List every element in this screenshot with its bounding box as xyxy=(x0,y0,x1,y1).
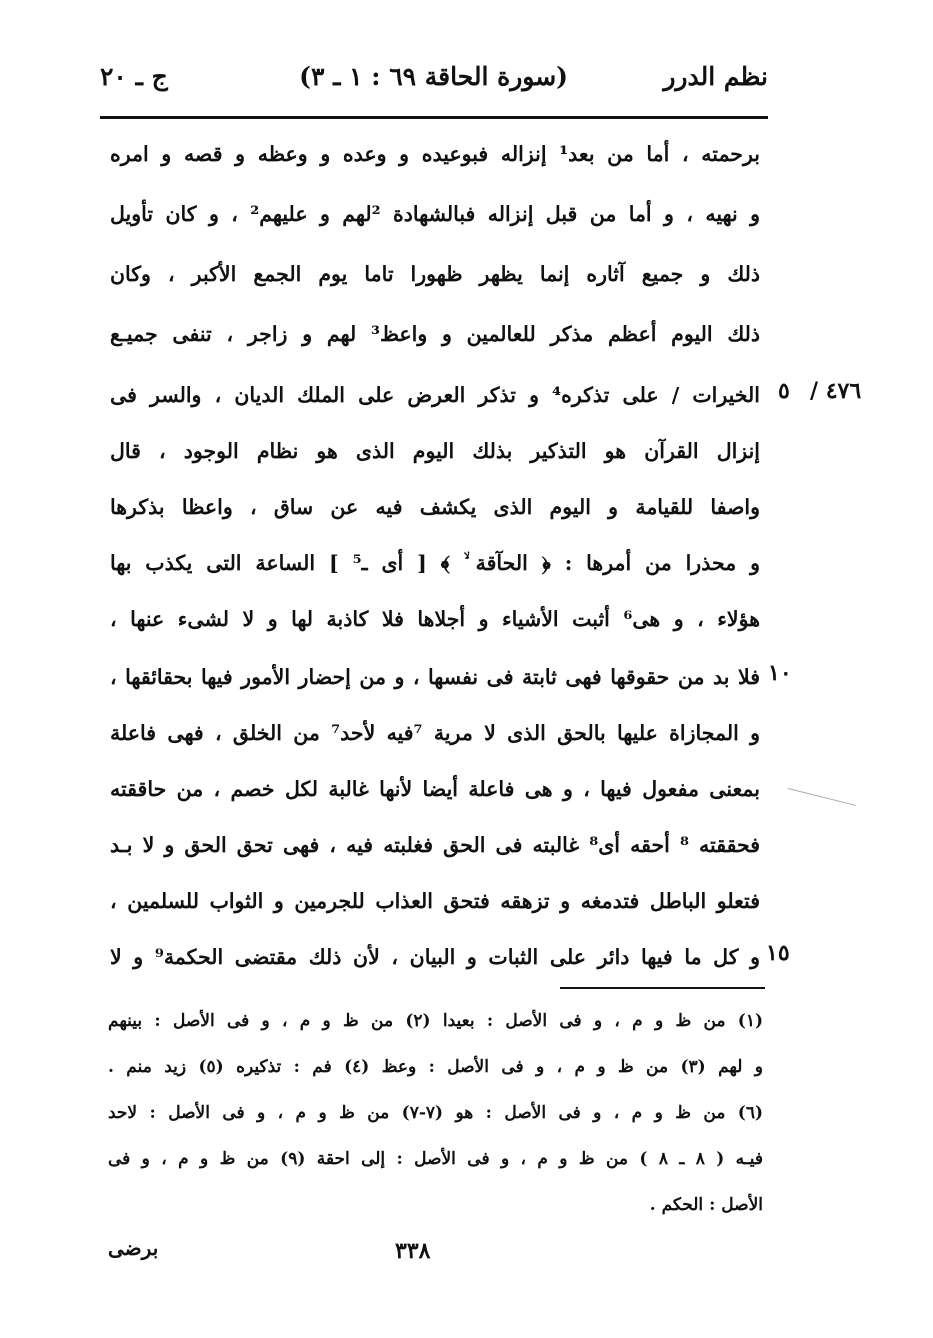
footnote-line: فيـه ( ٨ ـ ٨ ) من ظ و م ، و فى الأصل : إلى احقة (٩) من ظ و م ، و فى xyxy=(108,1149,763,1169)
footnote-divider xyxy=(560,987,765,989)
body-line: و نهيه ، و أما من قبل إنزاله فبالشهادة ²لهم و عليهم² ، و كان تأويل xyxy=(110,202,760,226)
line-number-5: ٥ xyxy=(778,378,790,404)
volume-number: ج ـ ٢٠ xyxy=(100,62,168,91)
surah-reference: (سورة الحاقة ٦٩ : ١ ـ ٣) xyxy=(299,62,568,91)
body-line: ذلك و جميع آثاره إنما يظهر ظهورا تاما يوم الجمع الأكبر ، وكان xyxy=(110,262,760,286)
running-header xyxy=(100,62,768,102)
book-title: نظم الدرر xyxy=(663,62,768,91)
body-line: ذلك اليوم أعظم مذكر للعالمين و واعظ³ لهم و زاجر ، تنفى جميـع xyxy=(110,322,760,346)
body-line: برحمته ، أما من بعد¹ إنزاله فبوعيده و وعده و وعظه و قصه و امره xyxy=(110,142,760,166)
header-divider xyxy=(100,116,768,119)
body-line: فلا بد من حقوقها فهى ثابتة فى نفسها ، و من إحضار الأمور فيها بحقائقها ، xyxy=(110,665,760,689)
body-line: و المجازاة عليها بالحق الذى لا مرية ⁷فيه لأحد⁷ من الخلق ، فهى فاعلة xyxy=(110,721,760,745)
body-line: الخيرات / على تذكره⁴ و تذكر العرض على الملك الديان ، والسر فى xyxy=(110,383,760,407)
body-line: بمعنى مفعول فيها ، و هى فاعلة أيضا لأنها غالبة لكل خصم ، من حاققته xyxy=(110,777,760,801)
printer-signature: برضى xyxy=(108,1236,159,1260)
line-number-15: ١٥ xyxy=(766,940,790,966)
page-number: ٣٣٨ xyxy=(395,1238,431,1264)
body-line: و كل ما فيها دائر على الثبات و البيان ، لأن ذلك مقتضى الحكمة⁹ و لا xyxy=(110,945,760,969)
original-page-marker: ٤٧٦ / xyxy=(810,378,862,404)
footnote-line: (٦) من ظ و م ، و فى الأصل : هو (٧-٧) من ظ و م ، و فى الأصل : لاحد xyxy=(108,1103,763,1123)
footnote-line: (١) من ظ و م ، و فى الأصل : بعيدا (٢) من ظ و م ، و فى الأصل : بينهم xyxy=(108,1011,763,1031)
body-line: إنزال القرآن هو التذكير بذلك اليوم الذى هو نظام الوجود ، قال xyxy=(110,439,760,463)
footnote-line: و لهم (٣) من ظ و م ، و فى الأصل : وعظ (٤) فم : تذكيره (٥) زيد منم . xyxy=(108,1057,763,1077)
body-line: فحققته ⁸ أحقه أى⁸ غالبته فى الحق فغلبته فيه ، فهى تحق الحق و لا بـد xyxy=(110,833,760,857)
body-line: فتعلو الباطل فتدمغه و تزهقه فتحق العذاب للجرمين و الثواب للسلمين ، xyxy=(110,889,760,913)
line-number-10: ١٠ xyxy=(768,660,792,686)
footnote-line: الأصل : الحكم . xyxy=(649,1195,763,1215)
scan-mark xyxy=(788,788,856,806)
body-line: واصفا للقيامة و اليوم الذى يكشف فيه عن ساق ، واعظا بذكرها xyxy=(110,495,760,519)
body-line: هؤلاء ، و هى⁶ أثبت الأشياء و أجلاها فلا كاذبة لها و لا لشىء عنها ، xyxy=(110,607,760,631)
body-line: و محذرا من أمرها : ﴿ الحآقة ۙ ﴾ [ أى ـ⁵ ] الساعة التى يكذب بها xyxy=(110,551,760,575)
